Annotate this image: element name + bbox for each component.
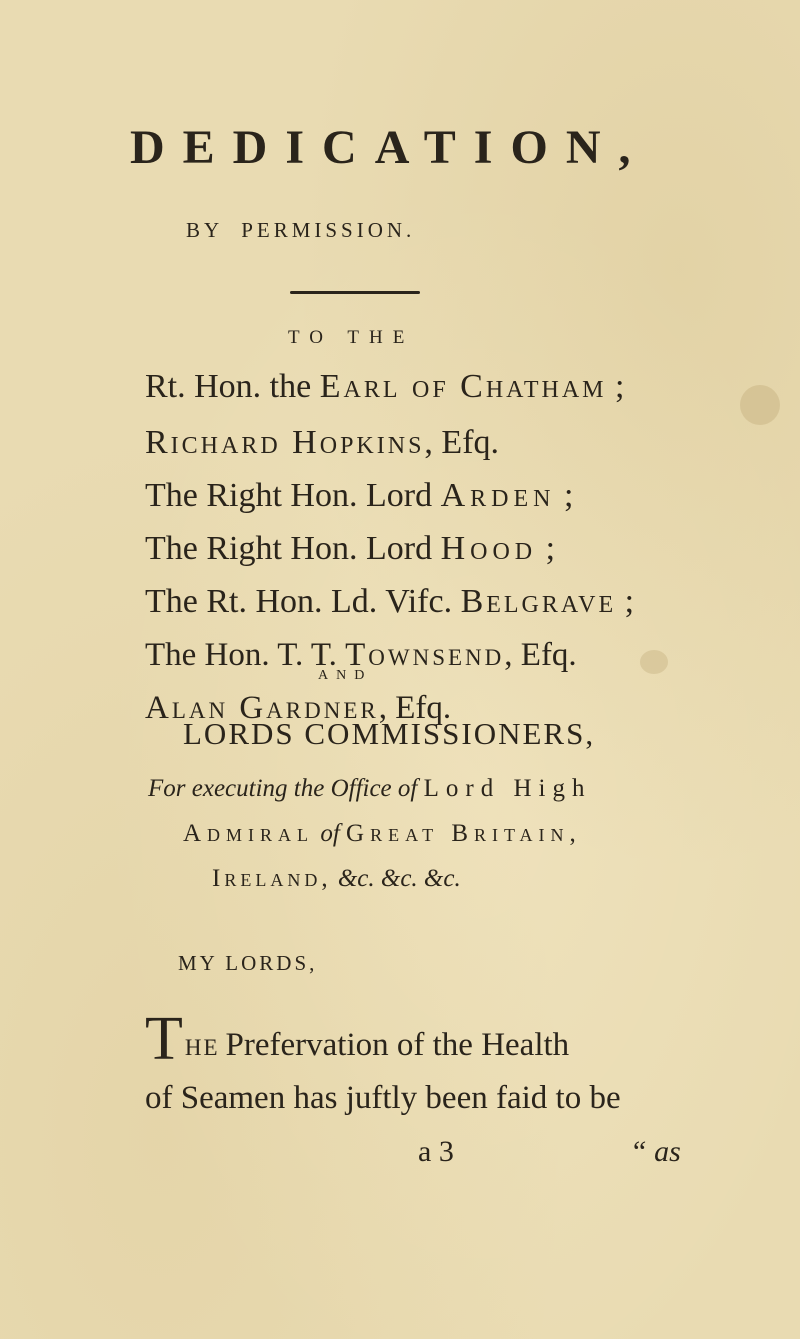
dedicatee-suffix: ; — [616, 583, 635, 620]
paper-stain — [640, 650, 668, 674]
dedicatee-name: The Right Hon. Lord — [145, 530, 441, 567]
dedicatee-suffix: , Efq. — [424, 424, 500, 461]
paper-stain — [740, 385, 780, 425]
dedicatee-name: The Hon. T. T. — [145, 637, 346, 673]
dedicatee-line — [145, 583, 634, 621]
ornamental-rule — [290, 291, 420, 294]
dedicatee-suffix: , Efq. — [378, 690, 452, 726]
dedicatee-title: Earl of Chatham — [319, 368, 607, 405]
office-line — [148, 775, 591, 803]
dedicatee-line — [145, 424, 499, 462]
subtitle-by: BY — [186, 218, 224, 242]
signature-mark: a 3 — [418, 1135, 454, 1168]
dedicatee-title: Arden — [440, 477, 556, 514]
dedicatee-title: Hood — [440, 530, 538, 567]
ireland-line — [212, 865, 461, 893]
lords-commissioners-heading: LORDS COMMISSIONERS, — [183, 716, 596, 751]
dedicatee-title: Townsend — [345, 637, 505, 673]
dedicatee-line — [145, 368, 624, 406]
admiral-text: Admiral — [183, 820, 315, 847]
ireland-text: Ireland, — [212, 865, 332, 892]
page-title: DEDICATION, — [130, 121, 649, 174]
dedicatee-name: Rt. Hon. the — [145, 368, 320, 405]
and-word: AND — [318, 668, 373, 683]
of-text: of — [320, 820, 340, 847]
dedicatee-line — [145, 477, 573, 515]
dedicatee-title: Alan Gardner — [145, 690, 379, 726]
dedicatee-line — [145, 530, 555, 568]
body-line: of Seamen has juftly been faid to be — [145, 1080, 621, 1116]
etc-text: &c. &c. &c. — [337, 865, 461, 892]
dedicatee-suffix: ; — [537, 530, 556, 567]
lord-high-text: Lord High — [423, 775, 592, 802]
body-line — [145, 1005, 570, 1073]
body-text: Prefervation of the Health — [225, 1027, 570, 1063]
salutation: MY LORDS, — [178, 951, 318, 975]
body-he: he — [184, 1027, 220, 1063]
subtitle — [186, 218, 415, 243]
admiral-line — [183, 820, 582, 848]
dedicatee-suffix: ; — [555, 477, 574, 514]
catchword: “ as — [630, 1135, 681, 1168]
for-executing-text: For executing the Office of — [148, 775, 418, 802]
to-the-heading: TO THE — [288, 327, 415, 348]
dedicatee-name: The Right Hon. Lord — [145, 477, 441, 514]
dedicatee-title: Richard Hopkins — [145, 424, 425, 461]
dedicatee-suffix: ; — [606, 368, 625, 405]
dedicatee-title: Belgrave — [460, 583, 617, 620]
subtitle-permission: PERMISSION. — [241, 218, 416, 242]
dedicatee-name: The Rt. Hon. Ld. Vifc. — [145, 583, 461, 620]
dedicatee-suffix: , Efq. — [504, 637, 577, 673]
great-britain-text: Great Britain, — [346, 820, 582, 847]
drop-cap: T — [145, 1005, 183, 1073]
